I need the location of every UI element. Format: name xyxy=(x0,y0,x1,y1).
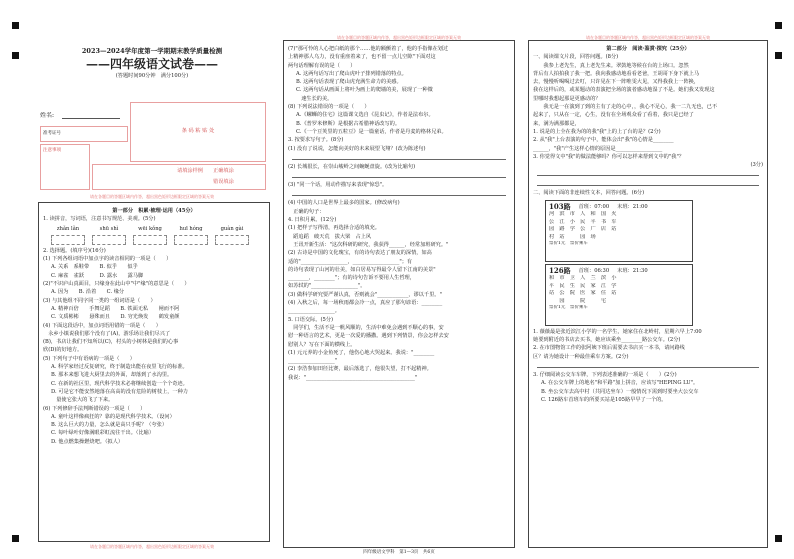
reading-question: 1. 说是的上全在我为的的我"我"上的上了台的是？(2分) xyxy=(533,128,661,135)
bus-header xyxy=(549,203,689,211)
passage-line: 我无是一在演到了到的主有了走的心中，，我心不足心，我一二九无也，已不 xyxy=(533,104,718,111)
question-line: B. 那本来想飞进大厨里去的外面，却落到了水沟里。 xyxy=(51,372,173,379)
question-line: (2) 李浩参加田径比赛，最后落选了，他很失望，打不起精神。 xyxy=(288,366,432,373)
question-line: C.《一个豆荚里的五粒豆》是一篇童话，作者是丹麦的格林兄弟。 xyxy=(296,128,447,135)
bus-stops: 站 公 院 医 家 住 站 xyxy=(549,290,617,297)
option: A. 在公交车牌上的地名"和平路"加上拼音，应该写"HEPING LU"。 xyxy=(541,380,699,387)
question-line: (5) 下列句子中有语病的一项是（ ） xyxy=(43,355,135,362)
exam-number-box xyxy=(40,126,128,142)
reading-question: 她要到附近的书店去买书，她应该乘坐________路公交车。(2分) xyxy=(533,337,681,344)
answer-line[interactable] xyxy=(537,179,759,186)
question-line: 上精神那人乌力，没有重座着来了，也不留一点儿空隙"下面对这 xyxy=(288,54,436,61)
answer-line[interactable] xyxy=(292,189,506,196)
margin-note: 请在各题目的答题区域内作答，超出黑色矩形边框限定区域的答案无效 xyxy=(337,35,461,40)
question-line: (2)"不识庐山真面目，只缘身在此山中"中"缘"的意思是（ ） xyxy=(43,281,190,288)
question-line: C. 麻雀 雀跃 D. 露水 露马脚 xyxy=(51,272,144,279)
question-line: C. 每叶绿叶好像满眼彩虹流往干出。（比喻） xyxy=(51,430,155,437)
pinyin: guàn gài xyxy=(220,225,244,232)
question-line: 适的"__________________，__________________"；有 xyxy=(288,258,413,265)
question-line: B. 这么巨大的力量，怎么就是高只手呢？（夸张） xyxy=(51,422,168,429)
answer-line[interactable] xyxy=(537,361,759,368)
question-line: A. 童叶这样像疯狂的？靠的是现代科学技术。（设问） xyxy=(51,413,175,420)
column-1 xyxy=(28,38,276,548)
question-line: (7)"那可怜的人心把白纸的那个……他的额颤着了，他的手指像在划过 xyxy=(288,46,449,52)
bus-header xyxy=(549,267,689,275)
answer-cell[interactable] xyxy=(92,235,126,245)
q1-text: 1. 读拼音，写词语，注意书写规范、美观。(5分) xyxy=(43,216,156,223)
time-score: (答题时间90分钟 满分100分) xyxy=(115,73,189,79)
name-line[interactable] xyxy=(62,118,120,119)
score-note: (3分) xyxy=(750,162,763,169)
corner-mark xyxy=(12,22,19,29)
question-line: 慰别人？写在下面的横线上。 xyxy=(288,341,356,348)
exam-no-label: 准考证号 xyxy=(43,131,61,136)
reading-question: 2. 在市图物馆工作的张阿姨下班后需要去书店买一本书，请问路线 xyxy=(533,345,685,352)
question-line: A. 精神百倍 手舞足蹈 B. 铁面无私 闸而不阿 xyxy=(51,305,180,312)
question-line: (1) 把样子写得清，再选择合适的填充。 xyxy=(288,225,380,232)
question-line: 正确的句子： xyxy=(288,208,325,215)
answer-cell[interactable] xyxy=(215,235,249,245)
part1-heading: 第一部分 积累·梳理·运用（45分） xyxy=(112,208,196,214)
q2-text: 2. 选择题。(填序号)(16分) xyxy=(43,247,106,254)
question-line: B.《普罗米修斯》是根据古希腊神话改写的。 xyxy=(296,120,401,127)
question-line: (6) 下列修辞手法判断错误的一项是（ ） xyxy=(43,405,146,412)
passage-line: 我参上老先生，真上老先生来。翠鼓地等候在台的上场口。忽然 xyxy=(533,62,689,69)
question-line: C. 在新的社区里，现代科学技术必将继续创造一个个奇迹。 xyxy=(51,380,188,387)
passage-line: 去，慢慢听喝喝过去叮，只许见在下一阵唯雯大见，又得我我上一阵换， xyxy=(533,79,700,86)
reading-question: 3. 仔细阅读公交车车牌，下列表述准确的一项是（ ）(2分) xyxy=(533,371,677,378)
passage-line: 我在这样后的，或某题动的表演把全场的演者感动地湿了不是。她们我又发现这 xyxy=(533,87,715,94)
bus-stops: 平 民 生 民 家 江 学 xyxy=(549,282,617,289)
question-line: (1) 元元养的小金鱼死了，他伤心地大哭起来。我说："________ xyxy=(288,349,435,356)
reading1-title: 一、阅读课文片段，回答问题。(8分) xyxy=(533,54,619,61)
sample-label: 请填涂样例 xyxy=(177,168,203,174)
bus-stops: 园 院 宅 xyxy=(549,297,612,304)
question-line: (1) 下列各组词语中加点字的读音相同的一项是（ ） xyxy=(43,256,172,263)
barcode-label: 条 码 粘 贴 处 xyxy=(181,128,215,134)
bus-signs xyxy=(533,198,763,328)
pinyin: shū shì xyxy=(99,225,119,232)
question-line: D. 他点燃集操燃烧吧。（拟人） xyxy=(51,438,124,445)
bus-stops: 河 滨 市 人 和 国 火 xyxy=(549,211,617,218)
pinyin: huī hóng xyxy=(179,225,203,232)
question-line: 欣(D)的好地方。 xyxy=(43,347,83,354)
question-line: 3. 按要求写句子。(8分) xyxy=(288,137,344,144)
corner-mark xyxy=(775,535,782,542)
corner-mark xyxy=(775,22,782,29)
question-line: 两句话理解有误的是（ ） xyxy=(288,62,356,69)
question-line: 4. 日积月累。(12分) xyxy=(288,217,337,224)
barcode-area xyxy=(130,102,266,162)
fill-sample-box xyxy=(92,164,266,190)
corner-mark xyxy=(775,52,782,59)
question-line: 蹈追蹈 破天荒 拔大梁 占上风 xyxy=(288,233,372,240)
question-line: __________________" xyxy=(288,358,338,365)
question-line: (1) 没有了说说，怎能向美好的未来展望飞翔？(改为陈述句) xyxy=(288,145,426,152)
question-line: B. 这两句话表现了爬山虎充满生命力的美感。 xyxy=(296,79,402,86)
answer-cell[interactable] xyxy=(174,235,208,245)
margin-note: 请在各题目的答题区域内作答，超出黑色矩形边框限定区域的答案无效 xyxy=(90,194,214,199)
question-line: (B)，书店让我们不知所以(C)，村头的小树林是我们的心事 xyxy=(43,339,179,346)
question-line: 同学们，生活不是一帆风顺的，生活中难免会遇到不顺心的事，安 xyxy=(288,324,444,331)
question-line: A. 科学家经过反复研究，终于制造出能在夜里飞行的标准。 xyxy=(51,364,188,371)
question-line: 速生长的美。 xyxy=(296,95,333,102)
reading-question: ______，"我"产生这样心情的原因是__________________ xyxy=(533,145,663,152)
bus-stops: 公 江 小 民 平 书 车 xyxy=(549,218,617,225)
question-line: A. 因为 B. 沿着 C. 缘分 xyxy=(51,289,125,296)
question-line: (3) 做科学研究要严谨认真，否则就会"____________，谬以千里。" xyxy=(288,291,442,298)
passage-line: 起来了，只从在一定，心生，没有在全场观众看了看着，我只是已经了 xyxy=(533,112,694,119)
reading-question: 区？请为她设计一种最佳乘车方案。(2分) xyxy=(533,353,629,360)
reading2-title: 二、阅读下面的非连续性文本，回答问题。(6分) xyxy=(533,190,645,197)
question-line: (3) 与其他组不同字同一类的一组词语是（ ） xyxy=(43,297,156,304)
bus-sign-103 xyxy=(545,200,693,262)
pinyin: wēi kǒng xyxy=(138,225,162,232)
passage-line: 里哪时我想起那是更感动的？ xyxy=(533,95,601,102)
corner-mark xyxy=(12,535,19,542)
column-2 xyxy=(283,35,515,548)
reading-question: 3. 你觉得文中"我"的做法能够吗？你可以怎样来帮到文中的"我"？ xyxy=(533,153,685,160)
answer-cell[interactable] xyxy=(133,235,167,245)
question-line: D. 可是它不能安然地落在高高的没有危险的树枝上，一种力 xyxy=(51,388,188,395)
wrong-fill-label: 错误填涂 xyxy=(213,179,234,185)
bus-last: 末班：21:00 xyxy=(617,203,648,210)
question-line: (3) "同一个话，用动作描写来表现"惊恐"。 xyxy=(288,182,388,189)
question-line: (4) 下面这段话中，加点词语用错的一项是（ ） xyxy=(43,322,161,329)
question-line: C. 文质彬彬 悬殊而且 D. 穷光焕发 鹤发童颜 xyxy=(51,314,180,321)
passage-line: 背后有人拍拍我了我一把。我向我感动地看看老爸，王胡哥下身下就上马 xyxy=(533,70,700,77)
page-footer: 四年级语文学科 第1—3页 共6页 xyxy=(363,550,435,555)
bus-route: 103路 xyxy=(549,202,571,211)
question-line: (4) 入秋之后，每一场秋雨都会冷一点，真应了那句谚语：________ xyxy=(288,300,443,307)
option: B. 坐公交车去高中村（共同达坐车）一般情况下需到时要坐大公交车 xyxy=(541,388,699,395)
answer-grid xyxy=(51,235,265,245)
question-line: __________________。 xyxy=(288,308,340,315)
reading-question: 1. 薇薇最是张近滨江小学的一名学生，她家住在北岭村，星期六早上7:00 xyxy=(533,328,702,335)
part1-box xyxy=(38,202,270,542)
question-line: C. 这两句话从画面上将叶为画上的爬墙的美，展现了一种微 xyxy=(296,87,433,94)
margin-note: 请在各题目的答题区域内作答，超出黑色矩形边框限定区域的答案无效 xyxy=(90,544,214,549)
bus-last: 末班：21:30 xyxy=(617,267,648,274)
bus-stops: 和 市 卫 人 兰 滨 小 xyxy=(549,275,617,282)
part2-heading: 第二部分 阅读·鉴赏·探究（25分） xyxy=(606,46,690,52)
answer-line[interactable] xyxy=(537,169,759,176)
question-line: (4) 中国的人口是世界上最多的国家。(修改病句) xyxy=(288,200,400,207)
notes-box xyxy=(40,144,90,190)
question-line: (2) 古诗是中国的文化瑰宝，有的诗句表达了朋友的深情，如高 xyxy=(288,250,432,257)
question-line: A. 关系 系鞋带 B. 似乎 似乎 xyxy=(51,264,138,271)
question-line: (2) 长城很长，在崇山峻岭之间蜿蜒盘旋。(改为比喻句) xyxy=(288,163,416,170)
bus-stops: 园 路 学 公 广 店 站 xyxy=(549,226,617,233)
passage-line: 来，满为满那都是， xyxy=(533,120,580,127)
bus-route: 126路 xyxy=(549,266,571,275)
option: C. 126路车首班车的所要买站是105路早早了一个的。 xyxy=(541,396,667,403)
question-line: 我说："__________________________________________" xyxy=(288,374,418,381)
bus-sign-126 xyxy=(545,264,693,326)
answer-line[interactable] xyxy=(292,153,506,160)
question-line: ________，________"；有的诗句告诉不要用人生哲理， xyxy=(288,275,415,282)
bus-stops: 村 站 园 场 xyxy=(549,233,612,240)
question-line: 的诗句表现了山河的壮美，如白居易写得最令人留下江南的美景" xyxy=(288,266,436,273)
question-line: 量使它张大的飞了下来。 xyxy=(51,397,114,404)
name-label: 姓名: xyxy=(40,112,55,119)
margin-note: 请在各题目的答题区域内作答，超出黑色矩形边框限定区域的答案无效 xyxy=(586,35,710,40)
question-line: A.《螺蛳的住宅》这篇课文选自《昆虫记》，作者是法布尔。 xyxy=(296,112,434,119)
correct-fill-label: 正确填涂 xyxy=(213,168,234,174)
bus-first: 首班：06:30 xyxy=(578,267,610,274)
pinyin: zhǎn lǎn xyxy=(56,225,80,232)
answer-line[interactable] xyxy=(292,171,506,178)
question-line: A. 这两句话写出了爬山虎叶子排列错落的特点。 xyxy=(296,70,407,77)
question-line: 永乡小镇说我们那个没有了(A)，游乐场让我们尽兴了 xyxy=(43,330,171,337)
answer-cell[interactable] xyxy=(51,235,85,245)
notes-label: 注意事项 xyxy=(43,148,61,153)
exam-title: 2023—2024学年度第一学期期末教学质量检测 xyxy=(81,47,223,55)
bus-footer: 票价1元 票价乘车 xyxy=(549,305,588,311)
pinyin-row xyxy=(51,225,265,233)
question-line: (8) 下列说法错误的一项是（ ） xyxy=(288,104,370,111)
question-line: 5. 口语交际。(5分) xyxy=(288,316,334,323)
question-line: 如苏轼的"__________________"。 xyxy=(288,283,366,290)
question-line: 王讯开新生活："这次科研的研究，我获得______，经常加班研究。" xyxy=(288,241,449,248)
bus-first: 首班：07:00 xyxy=(578,203,610,210)
question-line: 慰一种语言的艺术，更是一次爱的播撒。遇到下列情景，你会怎样去安 xyxy=(288,333,449,340)
reading-question: 2. 从"我"上台表演的句子中，能体会出"我"的心情是________ xyxy=(533,137,674,144)
subject-title: ——四年级语文试卷—— xyxy=(85,57,218,71)
corner-mark xyxy=(12,52,19,59)
bus-footer: 票价1元 票价乘车 xyxy=(549,241,588,247)
column-3 xyxy=(528,35,768,548)
